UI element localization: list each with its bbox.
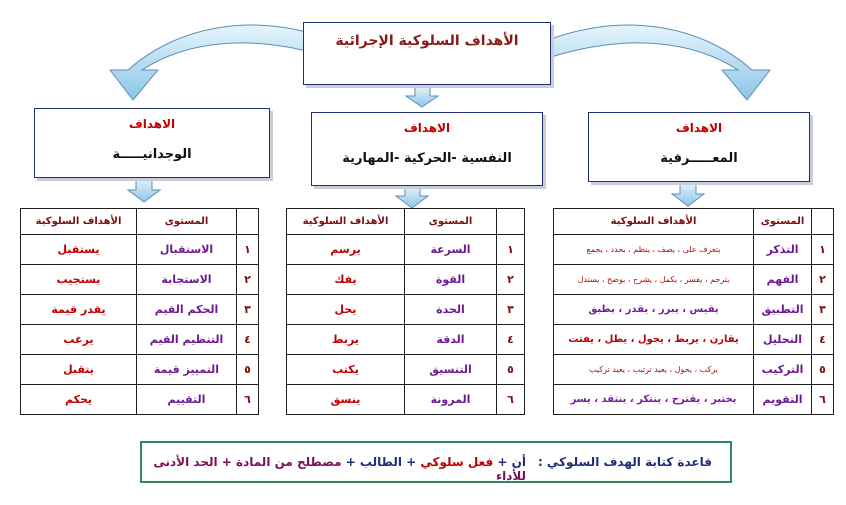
row-num: ٥ — [497, 355, 525, 385]
row-num: ٥ — [812, 355, 834, 385]
row-verbs: ينسق — [287, 385, 405, 415]
row-num: ٥ — [237, 355, 259, 385]
row-verbs: يربط — [287, 325, 405, 355]
row-verbs: يركب ، يحول ، يعيد ترتيب ، يعيد تركيب — [554, 355, 754, 385]
table-row — [21, 325, 259, 355]
row-level: التقويم — [754, 385, 812, 415]
table-header-row — [554, 209, 834, 235]
domain-name: النفسية -الحركية -المهارية — [342, 151, 512, 166]
table-cognitive — [553, 208, 834, 415]
table-row — [287, 265, 525, 295]
row-num: ٢ — [237, 265, 259, 295]
table-header-row — [287, 209, 525, 235]
rule-part-4: مصطلح من المادة + الحد الأدنى للأداء — [153, 455, 526, 483]
rule-formula — [142, 455, 526, 483]
header-level: المستوى — [137, 209, 237, 235]
row-verbs: يقيس ، يبرر ، يقدر ، يطبق — [554, 295, 754, 325]
row-level: الدقة — [405, 325, 497, 355]
row-num: ٣ — [237, 295, 259, 325]
header-num — [497, 209, 525, 235]
row-level: التركيب — [754, 355, 812, 385]
row-num: ٦ — [497, 385, 525, 415]
row-verbs: يرغب — [21, 325, 137, 355]
domain-name: المعـــــرفية — [660, 151, 738, 166]
curved-arrow-left — [110, 25, 332, 100]
rule-part-2: فعل سلوكي — [420, 455, 494, 469]
row-num: ١ — [237, 235, 259, 265]
row-level: الاستقبال — [137, 235, 237, 265]
header-goals: الأهداف السلوكية — [554, 209, 754, 235]
row-num: ٤ — [812, 325, 834, 355]
table-row — [287, 355, 525, 385]
rule-part-1: أن + — [493, 455, 526, 469]
row-num: ٦ — [812, 385, 834, 415]
table-row — [554, 355, 834, 385]
row-level: التطبيق — [754, 295, 812, 325]
row-num: ١ — [497, 235, 525, 265]
table-row — [554, 235, 834, 265]
row-level: التحليل — [754, 325, 812, 355]
row-level: الاستجابة — [137, 265, 237, 295]
row-level: السرعة — [405, 235, 497, 265]
root-title: الأهداف السلوكية الإجرائية — [335, 33, 519, 49]
row-verbs: يتقبل — [21, 355, 137, 385]
table-row — [287, 385, 525, 415]
row-num: ٤ — [237, 325, 259, 355]
down-arrow-center — [406, 86, 438, 107]
row-num: ٤ — [497, 325, 525, 355]
row-num: ٢ — [497, 265, 525, 295]
row-verbs: يقارن ، يربط ، يحول ، يطل ، يفتت — [554, 325, 754, 355]
row-verbs: يستقبل — [21, 235, 137, 265]
table-row — [554, 265, 834, 295]
row-verbs: يرسم — [287, 235, 405, 265]
rule-label: قاعدة كتابة الهدف السلوكي : — [537, 455, 712, 469]
row-verbs: يختبر ، يقترح ، ينتكر ، ينتقد ، يسر — [554, 385, 754, 415]
header-num — [812, 209, 834, 235]
rule-box — [140, 441, 732, 483]
down-arrow-right — [672, 182, 704, 206]
row-num: ٣ — [497, 295, 525, 325]
row-verbs: يفك — [287, 265, 405, 295]
row-level: المرونة — [405, 385, 497, 415]
table-row — [554, 325, 834, 355]
table-row — [287, 325, 525, 355]
row-level: القوة — [405, 265, 497, 295]
row-level: التقييم — [137, 385, 237, 415]
row-num: ١ — [812, 235, 834, 265]
row-verbs: يكتب — [287, 355, 405, 385]
row-verbs: يترجم ، يفسر ، يكمل ، يشرح ، يوضح ، يستدل — [554, 265, 754, 295]
row-level: الحدة — [405, 295, 497, 325]
table-header-row — [21, 209, 259, 235]
row-verbs: يستجيب — [21, 265, 137, 295]
row-level: التذكر — [754, 235, 812, 265]
header-level: المستوى — [405, 209, 497, 235]
down-arrow-middle — [396, 186, 428, 208]
row-verbs: يقدر قيمة — [21, 295, 137, 325]
table-row — [21, 355, 259, 385]
row-level: التنظيم القيم — [137, 325, 237, 355]
curved-arrow-right — [548, 25, 770, 100]
domain-name: الوجدانيـــــة — [112, 147, 192, 162]
header-level: المستوى — [754, 209, 812, 235]
header-num — [237, 209, 259, 235]
domain-title: الاهداف — [403, 121, 451, 135]
row-num: ٢ — [812, 265, 834, 295]
row-level: التمييز قيمة — [137, 355, 237, 385]
row-num: ٦ — [237, 385, 259, 415]
row-level: الفهم — [754, 265, 812, 295]
rule-part-3: + الطالب + — [341, 455, 421, 469]
table-row — [287, 295, 525, 325]
table-row — [554, 295, 834, 325]
domain-title: الاهداف — [128, 117, 176, 131]
domain-box-psychomotor — [311, 112, 543, 186]
row-level: التنسيق — [405, 355, 497, 385]
row-verbs: يحكم — [21, 385, 137, 415]
table-row — [21, 385, 259, 415]
table-row — [21, 265, 259, 295]
row-level: الحكم القيم — [137, 295, 237, 325]
row-num: ٣ — [812, 295, 834, 325]
header-goals: الأهداف السلوكية — [287, 209, 405, 235]
root-box — [303, 22, 551, 85]
row-verbs: يتعرف على ، يصف ، ينظم ، يحدد ، يجمع — [554, 235, 754, 265]
domain-box-cognitive — [588, 112, 810, 182]
table-row — [21, 295, 259, 325]
table-row — [287, 235, 525, 265]
table-psychomotor — [286, 208, 525, 415]
table-row — [21, 235, 259, 265]
down-arrow-left — [128, 178, 160, 202]
header-goals: الأهداف السلوكية — [21, 209, 137, 235]
table-affective — [20, 208, 259, 415]
table-row — [554, 385, 834, 415]
domain-title: الاهداف — [675, 121, 723, 135]
domain-box-affective — [34, 108, 270, 178]
row-verbs: يحل — [287, 295, 405, 325]
